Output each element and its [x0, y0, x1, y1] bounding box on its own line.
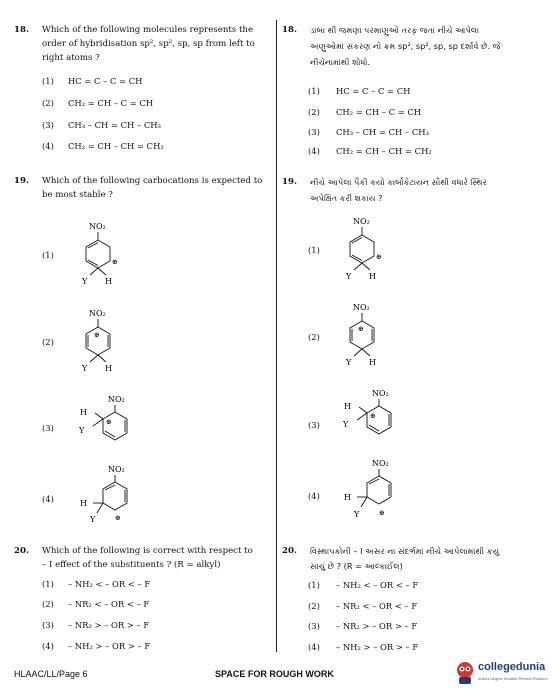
- question-number: 20.: [282, 546, 297, 556]
- question-number: 20.: [14, 546, 29, 556]
- question-text-line: નીચે આપેલા પૈકી કયો કાર્બોકેટાયન સૌથી વધારે સ્થિર: [310, 177, 487, 187]
- question-text-line: વિસ્થાપકોની – I અસર ના સંદર્ભમાં નીચે આપેલામાંથી કયું: [310, 546, 500, 556]
- y-label: Y: [82, 364, 88, 373]
- option-4-label[interactable]: (4): [42, 494, 54, 504]
- no2-label: NO₂: [353, 303, 370, 312]
- question-text-line: અપેક્ષિત કરી શકાય ?: [310, 193, 383, 203]
- question-number: 19.: [14, 176, 29, 186]
- carbocation-structure-3: [336, 384, 426, 446]
- no2-label: NO₂: [89, 309, 106, 318]
- y-label: Y: [79, 426, 85, 435]
- question-text-line: ડાબા થી જમણા પરમાણુઓ તરફ જતા નીચે આપેલા: [310, 25, 480, 35]
- question-text-line: Which of the following is correct with respect to: [42, 546, 253, 556]
- question-text-line: order of hybridisation sp², sp², sp, sp from left to: [42, 39, 255, 49]
- mascot-icon: [454, 660, 476, 686]
- positive-charge: ⊕: [370, 412, 376, 420]
- question-text-line: નીચેનામાંથી શોધો.: [310, 57, 371, 67]
- carbocation-structure-2: [330, 298, 410, 372]
- h-label: H: [80, 499, 87, 508]
- rough-work-label: SPACE FOR ROUGH WORK: [215, 669, 334, 679]
- y-label: Y: [90, 515, 96, 524]
- h-label: H: [369, 272, 376, 281]
- positive-charge: ⊕: [115, 514, 121, 522]
- carbocation-structure-2: [68, 305, 148, 375]
- positive-charge: ⊕: [94, 331, 100, 339]
- carbocation-structure-4: [336, 454, 426, 526]
- positive-charge: ⊕: [358, 325, 364, 333]
- question-text-line: – I effect of the substituents ? (R = alkyl): [42, 560, 221, 570]
- no2-label: NO₂: [372, 389, 389, 398]
- option-4-label[interactable]: (4): [308, 491, 320, 501]
- column-divider: [276, 20, 277, 652]
- question-number: 19.: [282, 177, 297, 187]
- positive-charge: ⊕: [376, 253, 382, 261]
- carbocation-structure-1: [330, 212, 410, 286]
- y-label: Y: [82, 277, 88, 286]
- no2-label: NO₂: [108, 395, 125, 404]
- h-label: H: [105, 277, 112, 286]
- option-3-label[interactable]: (3): [308, 420, 320, 430]
- y-label: Y: [354, 510, 360, 519]
- carbocation-structure-1: [68, 218, 148, 288]
- option-1-label[interactable]: (1): [42, 250, 54, 260]
- h-label: H: [344, 493, 351, 502]
- option-2-label[interactable]: (2): [42, 337, 54, 347]
- h-label: H: [369, 358, 376, 367]
- y-label: Y: [346, 272, 352, 281]
- positive-charge: ⊕: [106, 418, 112, 426]
- question-text-line: Which of the following carbocations is expected to: [42, 176, 263, 186]
- y-label: Y: [346, 358, 352, 367]
- option-3-label[interactable]: (3): [42, 423, 54, 433]
- question-number: 18.: [282, 25, 297, 35]
- y-label: Y: [343, 420, 349, 429]
- option-2-label[interactable]: (2): [308, 332, 320, 342]
- h-label: H: [105, 364, 112, 373]
- no2-label: NO₂: [108, 465, 125, 474]
- positive-charge: ⊕: [379, 509, 385, 517]
- carbocation-structure-3: [74, 390, 164, 450]
- positive-charge: ⊕: [112, 258, 118, 266]
- collegedunia-logo[interactable]: collegedunia India's largest Student Review Platform: [454, 658, 550, 688]
- question-text-line: સાચું છે ? (R = આલ્કાઈલ): [310, 561, 403, 571]
- option-1-label[interactable]: (1): [308, 245, 320, 255]
- carbocation-structure-4: [74, 460, 164, 528]
- h-label: H: [344, 402, 351, 411]
- h-label: H: [80, 408, 87, 417]
- question-number: 18.: [14, 25, 29, 35]
- no2-label: NO₂: [372, 459, 389, 468]
- question-text-line: અણુઓમાં સંકરણ નો ક્રમ sp², sp², sp, sp દર્શાવે છે. જે: [310, 41, 501, 51]
- page-number: HLAAC/LL/Page 6: [14, 669, 88, 679]
- question-text-line: Which of the following molecules represents the: [42, 25, 254, 35]
- no2-label: NO₂: [353, 217, 370, 226]
- no2-label: NO₂: [89, 222, 106, 231]
- question-text-line: be most stable ?: [42, 190, 113, 200]
- question-text-line: right atoms ?: [42, 53, 100, 63]
